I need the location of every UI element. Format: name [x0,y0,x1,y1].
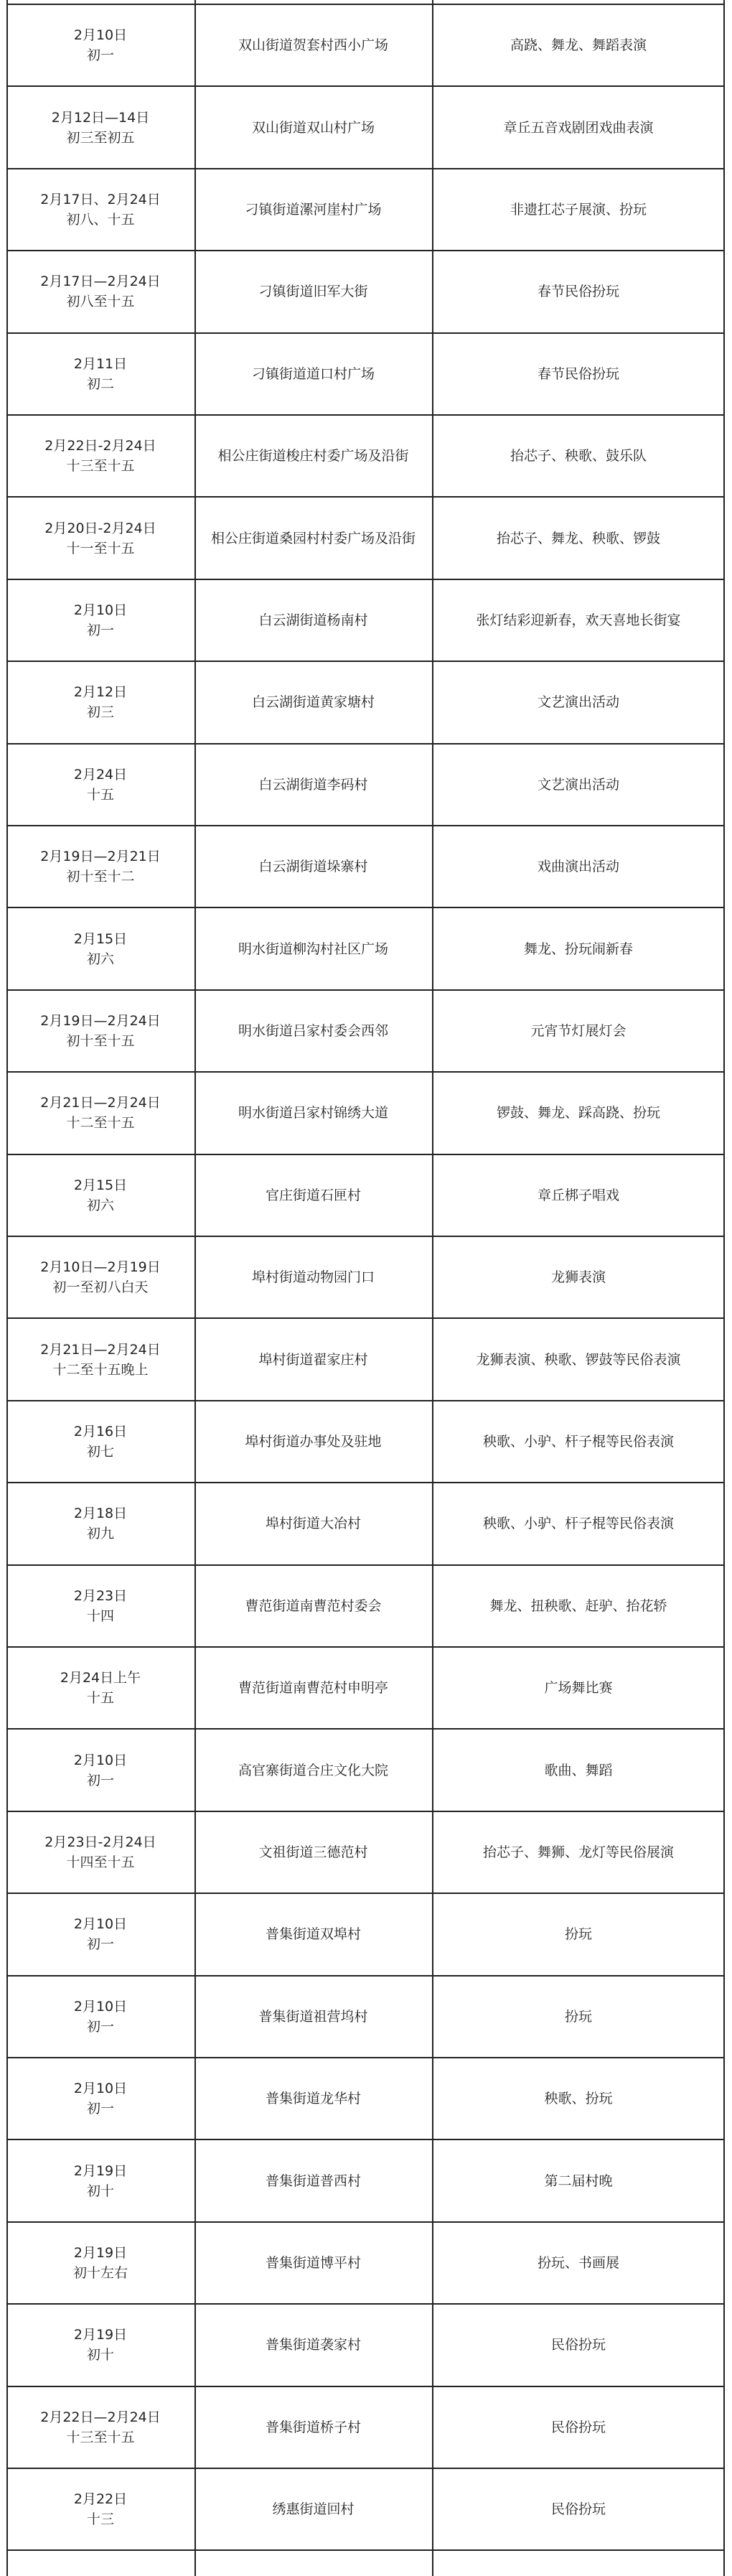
date-text: 2月19日 [73,2162,128,2179]
row-divider [6,2303,725,2305]
venue-text: 白云湖街道李码村 [258,776,368,793]
date-text: 2月11日 [73,355,128,372]
program-text: 扮玩 [564,2008,592,2025]
venue-cell [194,2468,432,2550]
date-cell [6,1976,194,2058]
venue-text: 刁镇街道旧军大街 [258,284,368,300]
program-cell [432,826,725,907]
date-cell [6,2058,194,2139]
venue-text: 绣惠街道回村 [272,2501,355,2518]
lunar-date-text: 初十 [86,2183,114,2199]
venue-cell [194,415,432,497]
venue-text: 白云湖街道垛寨村 [258,859,368,875]
date-cell [6,907,194,989]
date-text: 2月15日 [73,1177,128,1193]
date-cell [6,1729,194,1811]
program-cell [432,579,725,661]
program-cell [432,2222,725,2304]
table-row [6,1154,725,1236]
table-row [6,990,725,1072]
lunar-date-text: 初八、十五 [66,211,135,228]
row-divider [6,1154,725,1155]
date-cell [6,251,194,332]
program-cell [432,1647,725,1729]
lunar-date-text: 初一 [86,622,114,638]
date-cell [6,1236,194,1318]
program-cell [432,4,725,86]
venue-cell [194,1647,432,1729]
lunar-date-text: 初十 [86,2347,114,2363]
date-cell [6,579,194,661]
date-text: 2月10日 [73,602,128,618]
table-row [6,1565,725,1647]
date-text: 2月10日 [73,1916,128,1933]
date-text: 2月17日—2月24日 [40,274,161,290]
table-row [6,1236,725,1318]
venue-text: 普集街道桥子村 [265,2419,361,2435]
venue-cell [194,497,432,579]
program-text: 扮玩 [564,1926,592,1943]
lunar-date-text: 初九 [86,1526,114,1542]
program-text: 戏曲演出活动 [537,859,619,875]
venue-text: 普集街道普西村 [265,2173,361,2189]
row-divider [6,1728,725,1730]
date-cell [6,169,194,251]
program-cell [432,1318,725,1400]
table-row [6,169,725,251]
table-row [6,661,725,743]
date-cell [6,2139,194,2221]
program-cell [432,169,725,251]
program-text: 舞龙、扭秧歌、赶驴、抬花轿 [489,1597,667,1614]
program-cell [432,1893,725,1975]
venue-text: 埠村街道动物园门口 [251,1269,375,1286]
venue-cell [194,86,432,168]
venue-cell [194,2304,432,2386]
table-row [6,2139,725,2221]
lunar-date-text: 十三至十五 [66,458,135,475]
date-cell [6,2468,194,2550]
venue-cell [194,1072,432,1154]
date-cell [6,4,194,86]
lunar-date-text: 十三至十五 [66,2429,135,2445]
venue-text: 曹范街道南曹范村委会 [245,1597,382,1614]
program-text: 秧歌、扮玩 [544,2091,613,2107]
lunar-date-text: 初十至十二 [66,869,135,885]
date-text: 2月18日 [73,1506,128,1522]
venue-cell [194,1893,432,1975]
program-cell [432,86,725,168]
date-cell [6,333,194,415]
row-divider [6,907,725,908]
date-cell [6,990,194,1072]
program-text: 秧歌、小驴、杆子棍等民俗表演 [482,1516,674,1532]
date-text: 2月19日—2月24日 [40,1012,161,1029]
table-row [6,4,725,86]
program-cell [432,1811,725,1893]
venue-text: 双山街道双山村广场 [251,119,375,136]
date-text: 2月23日-2月24日 [44,1834,156,1850]
row-divider [6,2386,725,2387]
lunar-date-text: 十二至十五晚上 [52,1361,149,1378]
column-divider [432,0,433,2576]
program-cell [432,1154,725,1236]
program-cell [432,415,725,497]
table-row [6,251,725,332]
program-text: 广场舞比赛 [544,1680,613,1697]
date-text: 2月10日 [73,1752,128,1768]
venue-cell [194,1401,432,1483]
program-text: 春节民俗扮玩 [537,365,619,382]
program-cell [432,744,725,826]
row-divider [6,1975,725,1977]
table-row [6,2058,725,2139]
row-divider [6,496,725,498]
row-divider [6,1317,725,1319]
program-text: 高跷、舞龙、舞蹈表演 [510,37,647,54]
row-divider [6,1071,725,1073]
venue-text: 埠村街道办事处及驻地 [245,1433,382,1450]
program-cell [432,251,725,332]
program-cell [432,990,725,1072]
table-row [6,1483,725,1564]
date-text: 2月12日—14日 [51,109,150,126]
lunar-date-text: 初一 [86,2018,114,2035]
row-divider [6,4,725,5]
date-cell [6,2386,194,2468]
date-text: 2月10日 [73,27,128,44]
program-text: 章丘梆子唱戏 [537,1187,619,1203]
date-text: 2月24日上午 [60,1670,141,1686]
venue-text: 明水街道吕家村锦绣大道 [238,1105,388,1121]
lunar-date-text: 十四至十五 [66,1854,135,1870]
date-text: 2月10日 [73,2081,128,2097]
program-cell [432,661,725,743]
program-cell [432,2468,725,2550]
row-divider [6,2468,725,2469]
lunar-date-text: 十二至十五 [66,1115,135,1131]
program-text: 抬芯子、秧歌、鼓乐队 [510,448,647,465]
row-divider [6,414,725,416]
program-text: 民俗扮玩 [550,2501,606,2518]
date-cell [6,1072,194,1154]
program-text: 秧歌、小驴、杆子棍等民俗表演 [482,1433,674,1450]
row-divider [6,2057,725,2058]
venue-text: 明水街道柳沟村社区广场 [238,941,388,957]
venue-cell [194,2058,432,2139]
row-divider [6,989,725,991]
venue-cell [194,333,432,415]
program-cell [432,1236,725,1318]
date-text: 2月19日—2月21日 [40,849,161,865]
date-cell [6,1401,194,1483]
table-row [6,579,725,661]
date-text: 2月21日—2月24日 [40,1095,161,1111]
row-divider [6,1400,725,1401]
date-text: 2月17日、2月24日 [40,191,161,207]
table-row [6,1811,725,1893]
date-text: 2月10日—2月19日 [40,1259,161,1276]
date-cell [6,1893,194,1975]
venue-cell [194,826,432,907]
lunar-date-text: 初三至初五 [66,129,135,146]
venue-text: 普集街道双埠村 [265,1926,361,1943]
program-text: 抬芯子、舞龙、秧歌、锣鼓 [496,530,660,546]
venue-text: 普集街道博平村 [265,2254,361,2271]
venue-text: 埠村街道大冶村 [265,1516,361,1532]
events-table [6,0,725,2576]
row-divider [6,1482,725,1483]
program-cell [432,2058,725,2139]
program-text: 扮玩、书画展 [537,2254,619,2271]
venue-text: 白云湖街道黄家塘村 [251,694,375,711]
program-text: 抬芯子、舞狮、龙灯等民俗展演 [482,1844,674,1860]
program-cell [432,1565,725,1647]
program-cell [432,1401,725,1483]
lunar-date-text: 初一 [86,2101,114,2117]
table-row [6,1318,725,1400]
column-divider [6,0,8,2576]
program-cell [432,497,725,579]
program-text: 锣鼓、舞龙、踩高跷、扮玩 [496,1105,660,1121]
venue-text: 官庄街道石匣村 [265,1187,361,1203]
lunar-date-text: 初一至初八白天 [52,1279,149,1296]
date-cell [6,744,194,826]
date-cell [6,661,194,743]
table-row [6,1729,725,1811]
row-divider [6,168,725,169]
row-divider [6,2139,725,2140]
date-cell [6,1647,194,1729]
program-text: 非遗扛芯子展演、扮玩 [510,201,647,218]
row-divider [6,85,725,87]
lunar-date-text: 初八至十五 [66,294,135,310]
row-divider [6,2221,725,2223]
venue-text: 相公庄街道桑园村村委广场及沿街 [210,530,416,546]
program-text: 歌曲、舞蹈 [544,1762,613,1778]
row-divider [6,1564,725,1566]
venue-cell [194,251,432,332]
column-divider [194,0,196,2576]
program-text: 文艺演出活动 [537,694,619,711]
venue-cell [194,579,432,661]
lunar-date-text: 初一 [86,1936,114,1953]
lunar-date-text: 十四 [86,1607,114,1624]
date-text: 2月16日 [73,1423,128,1439]
venue-text: 埠村街道翟家庄村 [258,1351,368,1368]
venue-cell [194,1729,432,1811]
program-text: 舞龙、扮玩闹新春 [523,941,633,957]
table-row [6,1647,725,1729]
lunar-date-text: 初二 [86,375,114,392]
table-row [6,1072,725,1154]
venue-cell [194,1154,432,1236]
date-cell [6,2304,194,2386]
table-row [6,826,725,907]
program-cell [432,2139,725,2221]
program-cell [432,1072,725,1154]
table-row [6,415,725,497]
venue-cell [194,2386,432,2468]
venue-cell [194,4,432,86]
row-divider [6,2549,725,2551]
program-text: 龙狮表演、秧歌、锣鼓等民俗表演 [476,1351,681,1368]
row-divider [6,743,725,745]
table-row [6,907,725,989]
date-cell [6,1318,194,1400]
venue-cell [194,744,432,826]
table-row [6,497,725,579]
program-text: 春节民俗扮玩 [537,284,619,300]
venue-text: 白云湖街道杨南村 [258,612,368,628]
program-cell [432,2304,725,2386]
date-cell [6,497,194,579]
venue-text: 曹范街道南曹范村申明亭 [238,1680,388,1697]
date-cell [6,2222,194,2304]
date-text: 2月12日 [73,684,128,701]
program-cell [432,333,725,415]
row-divider [6,250,725,251]
program-cell [432,2386,725,2468]
lunar-date-text: 十一至十五 [66,540,135,556]
program-cell [432,907,725,989]
row-divider [6,1646,725,1648]
program-text: 龙狮表演 [550,1269,606,1286]
table-row [6,744,725,826]
venue-cell [194,661,432,743]
date-text: 2月19日 [73,2327,128,2343]
table-row [6,2304,725,2386]
venue-cell [194,1811,432,1893]
venue-text: 刁镇街道漯河崖村广场 [245,201,382,218]
table-row [6,2386,725,2468]
venue-cell [194,2222,432,2304]
date-cell [6,1483,194,1564]
venue-text: 相公庄街道梭庄村委广场及沿街 [217,448,409,465]
date-text: 2月22日 [73,2491,128,2508]
date-text: 2月24日 [73,766,128,783]
date-cell [6,86,194,168]
program-text: 民俗扮玩 [550,2419,606,2435]
lunar-date-text: 初三 [86,704,114,721]
date-text: 2月19日 [73,2244,128,2261]
date-text: 2月10日 [73,1998,128,2015]
row-divider [6,661,725,662]
program-text: 章丘五音戏剧团戏曲表演 [503,119,654,136]
row-divider [6,825,725,826]
venue-text: 文祖街道三德范村 [258,1844,368,1860]
program-cell [432,1976,725,2058]
table-row [6,1976,725,2058]
table-row [6,1401,725,1483]
column-divider [723,0,725,2576]
venue-cell [194,1236,432,1318]
venue-cell [194,169,432,251]
date-text: 2月22日—2月24日 [40,2409,161,2425]
date-cell [6,1565,194,1647]
program-text: 文艺演出活动 [537,776,619,793]
lunar-date-text: 初一 [86,1772,114,1788]
program-text: 第二届村晚 [544,2173,613,2189]
venue-cell [194,990,432,1072]
venue-text: 明水街道吕家村委会西邻 [238,1022,388,1039]
date-cell [6,826,194,907]
date-cell [6,415,194,497]
lunar-date-text: 十五 [86,1690,114,1707]
date-text: 2月22日-2月24日 [44,438,156,454]
row-divider [6,1236,725,1237]
row-divider [6,1811,725,1812]
date-text: 2月21日—2月24日 [40,1341,161,1358]
lunar-date-text: 初一 [86,47,114,64]
row-divider [6,579,725,580]
program-cell [432,1483,725,1564]
program-cell [432,1729,725,1811]
row-divider [6,1893,725,1894]
venue-cell [194,1318,432,1400]
venue-cell [194,1976,432,2058]
program-text: 张灯结彩迎新春，欢天喜地长街宴 [476,612,681,628]
venue-text: 普集街道祖营坞村 [258,2008,368,2025]
lunar-date-text: 初六 [86,951,114,967]
venue-cell [194,1483,432,1564]
date-cell [6,1811,194,1893]
venue-text: 双山街道贺套村西小广场 [238,37,388,54]
date-cell [6,1154,194,1236]
lunar-date-text: 初六 [86,1197,114,1213]
table-row [6,86,725,168]
venue-cell [194,907,432,989]
date-text: 2月20日-2月24日 [44,520,156,536]
table-row [6,2222,725,2304]
date-text: 2月23日 [73,1587,128,1604]
program-text: 元宵节灯展灯会 [530,1022,627,1039]
lunar-date-text: 初七 [86,1443,114,1460]
table-row [6,333,725,415]
venue-text: 普集街道龙华村 [265,2091,361,2107]
lunar-date-text: 初十左右 [72,2264,128,2281]
row-divider [6,332,725,334]
venue-cell [194,2139,432,2221]
lunar-date-text: 初十至十五 [66,1032,135,1049]
program-text: 民俗扮玩 [550,2337,606,2353]
date-text: 2月15日 [73,930,128,947]
table-row [6,2468,725,2550]
venue-text: 普集街道袭家村 [265,2337,361,2353]
venue-text: 高官寨街道合庄文化大院 [238,1762,388,1778]
table-row [6,1893,725,1975]
venue-text: 刁镇街道道口村广场 [251,365,375,382]
lunar-date-text: 十三 [86,2511,114,2528]
venue-cell [194,1565,432,1647]
lunar-date-text: 十五 [86,786,114,803]
